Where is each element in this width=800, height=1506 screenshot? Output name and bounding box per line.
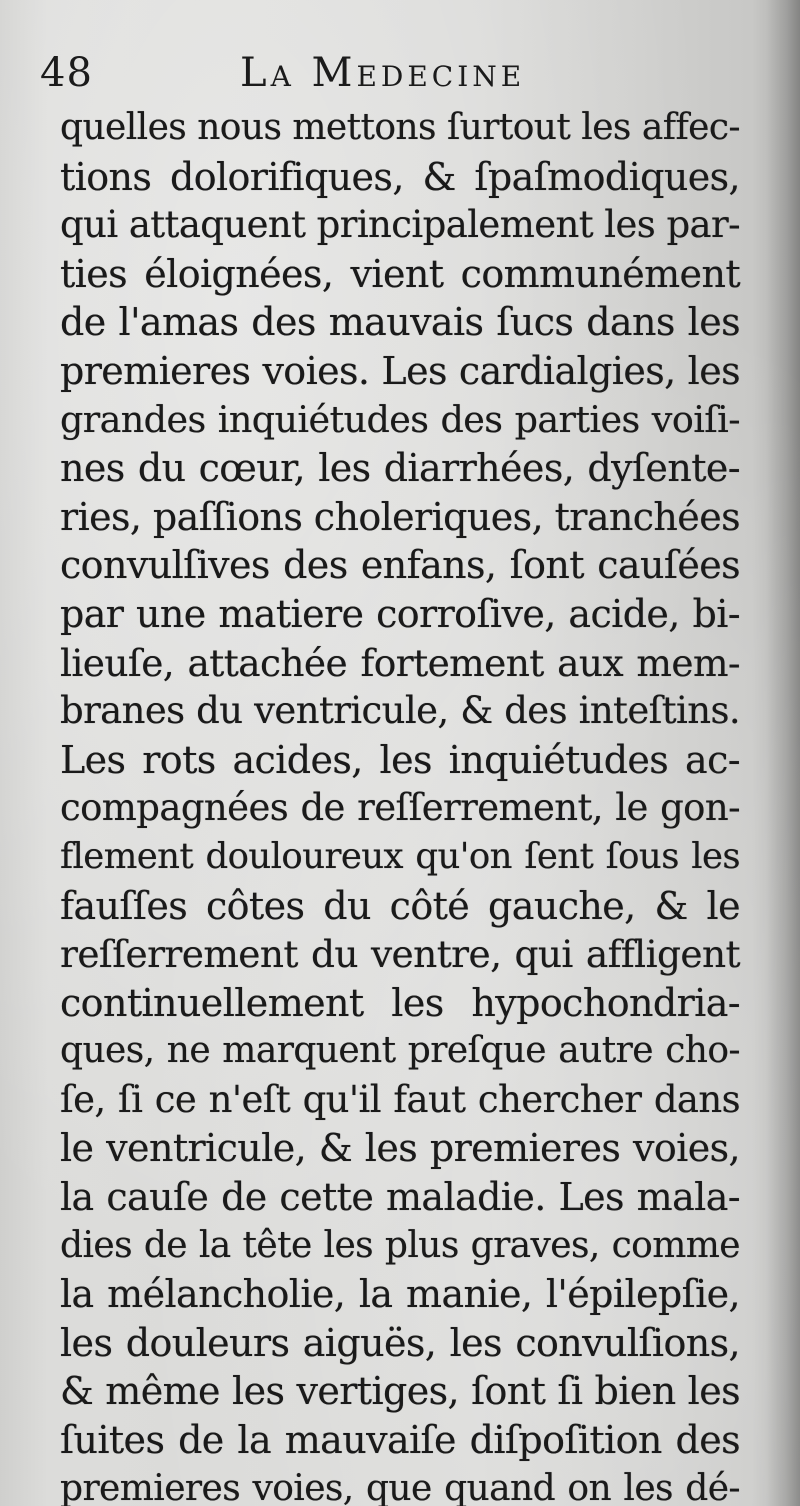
text-line: branes du ventricule, & des inteſtins. — [60, 689, 740, 733]
text-line: premieres voies, que quand on les dé- — [60, 1467, 740, 1506]
text-line: premieres voies. Les cardialgies, les — [60, 348, 740, 393]
text-line: qui attaquent principalement les par- — [60, 203, 740, 247]
text-line: dies de la tête les plus graves, comme — [60, 1224, 740, 1266]
text-line: ſe, ſi ce n'eſt qu'il faut chercher dans — [60, 1077, 740, 1121]
text-line: lieuſe, attachée fortement aux mem- — [60, 640, 740, 685]
text-line: ſuites de la mauvaiſe diſpoſition des — [60, 1418, 740, 1463]
text-line: fauſſes côtes du côté gauche, & le — [60, 883, 740, 928]
text-line: par une matiere corroſive, acide, bi- — [60, 591, 740, 636]
running-title: La Medecine — [240, 50, 526, 96]
text-line: compagnées de reſſerrement, le gon- — [60, 786, 740, 830]
text-line: flement douloureux qu'on ſent ſous les — [60, 835, 740, 877]
text-line: & même les vertiges, ſont ſi bien les — [60, 1369, 740, 1414]
text-line: continuellement les hypochondria- — [60, 980, 740, 1025]
text-line: les douleurs aiguës, les convulſions, — [60, 1320, 740, 1365]
page-number: 48 — [40, 50, 93, 96]
text-line: nes du cœur, les diarrhées, dyſente- — [60, 446, 740, 491]
text-line: ties éloignées, vient communément — [60, 251, 740, 296]
text-line: quelles nous mettons ſurtout les affec- — [60, 107, 740, 148]
text-line: ries, paſſions choleriques, tranchées — [60, 494, 740, 539]
text-line: tions dolorifiques, & ſpaſmodiques, — [60, 154, 740, 199]
text-line: la cauſe de cette maladie. Les mala- — [60, 1175, 740, 1220]
body-text — [60, 104, 740, 1506]
text-line: grandes inquiétudes des parties voiſi- — [60, 397, 740, 441]
text-line: reſſerrement du ventre, qui affligent — [60, 932, 740, 977]
text-line: le ventricule, & les premieres voies, — [60, 1126, 740, 1171]
text-line: Les rots acides, les inquiétudes ac- — [60, 737, 740, 782]
text-line: convulſives des enfans, ſont cauſées — [60, 543, 740, 588]
text-line: de l'amas des mauvais ſucs dans les — [60, 300, 740, 345]
text-line: la mélancholie, la manie, l'épilepſie, — [60, 1272, 740, 1317]
text-line: ques, ne marquent preſque autre cho- — [60, 1030, 740, 1072]
page-header — [40, 42, 760, 106]
spine-shadow — [766, 0, 800, 1506]
